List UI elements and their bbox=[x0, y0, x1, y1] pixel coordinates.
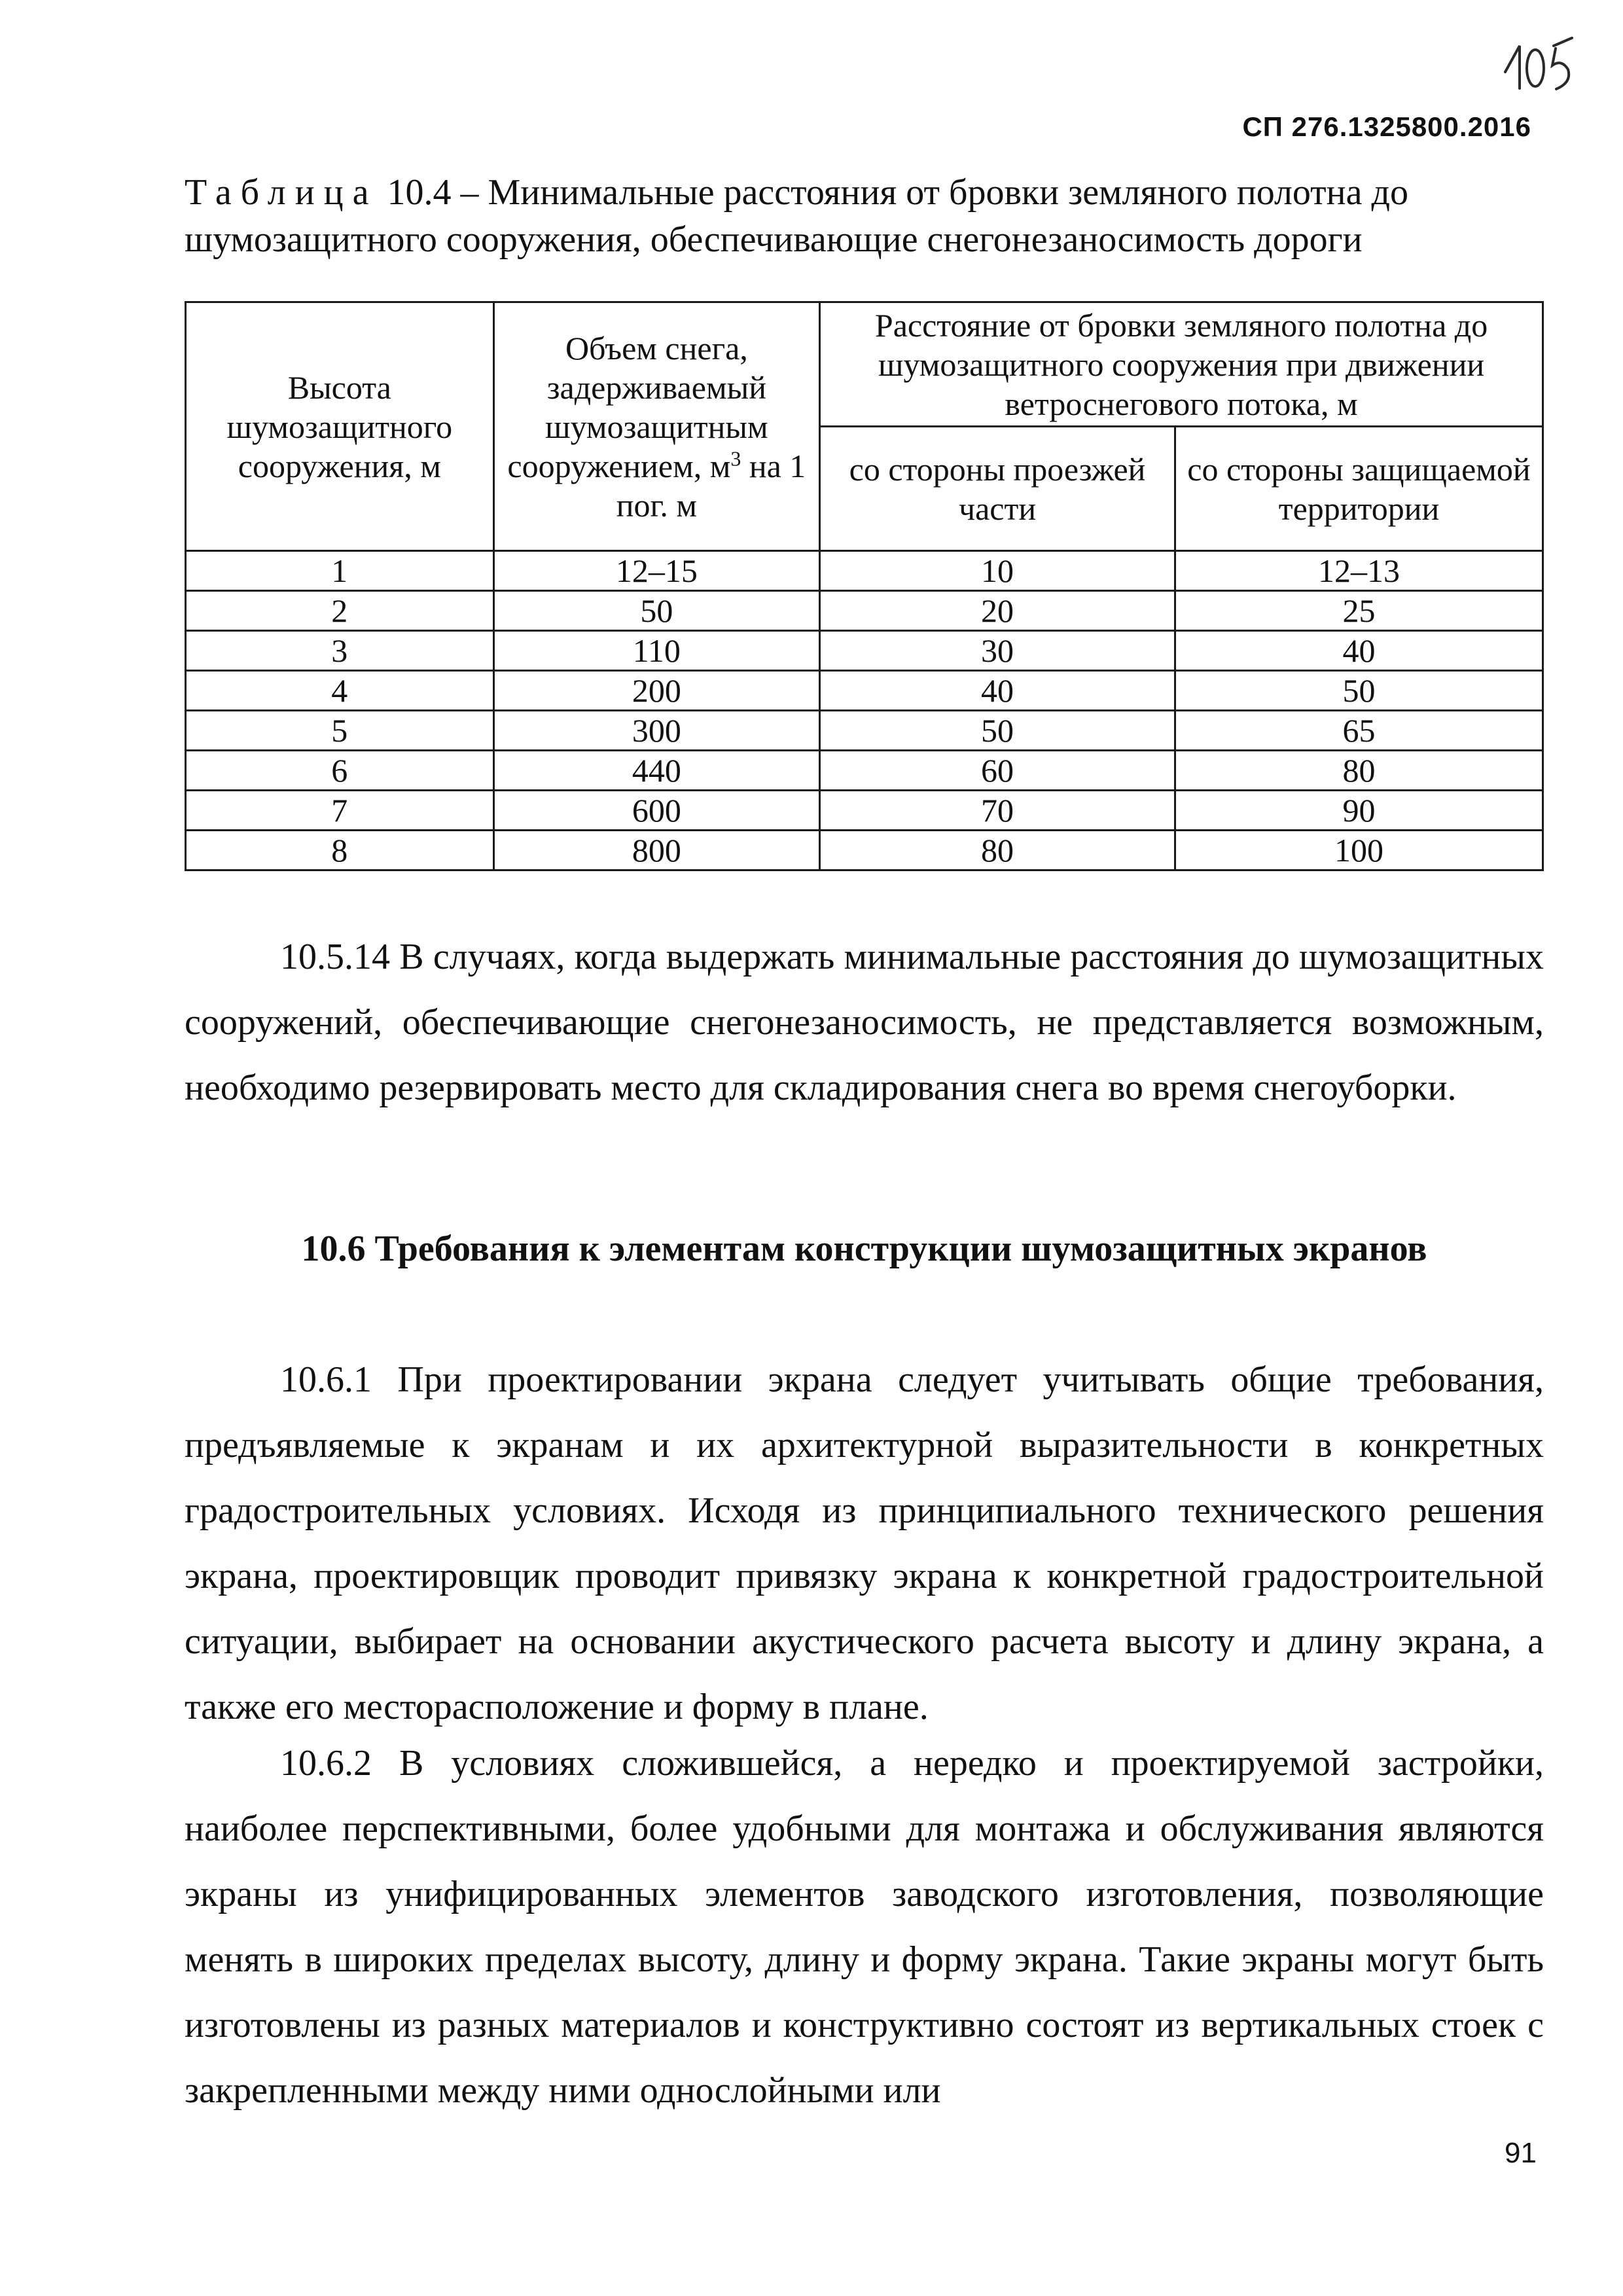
cell-volume: 200 bbox=[493, 671, 820, 711]
header-height: Высота шумозащитного сооружения, м bbox=[186, 302, 494, 551]
distance-table bbox=[185, 301, 1544, 871]
header-from-carriageway: со стороны проезжей части bbox=[820, 427, 1175, 551]
cell-volume: 600 bbox=[493, 791, 820, 831]
cell-protected: 50 bbox=[1175, 671, 1543, 711]
cell-height: 3 bbox=[186, 631, 494, 671]
cell-height: 8 bbox=[186, 831, 494, 870]
table-row bbox=[186, 671, 1543, 711]
table-row bbox=[186, 551, 1543, 591]
cell-volume: 440 bbox=[493, 751, 820, 791]
document-code: СП 276.1325800.2016 bbox=[1242, 111, 1531, 142]
table-row bbox=[186, 631, 1543, 671]
cell-protected: 65 bbox=[1175, 711, 1543, 751]
cell-volume: 110 bbox=[493, 631, 820, 671]
table-row bbox=[186, 591, 1543, 631]
paragraph-10-6-1: 10.6.1 При проектировании экрана следует учитывать общие требования, предъявляемые к экранам и их архитектурной выразительности в конкретных градостроительных условиях. Исходя из принципиального технического решения экрана, проектировщик проводит привязку экрана к конкретной градостроительной ситуации, выбирает на основании акустического расчета высоту и длину экрана, а также его месторасположение и форму в плане. bbox=[185, 1359, 1544, 1727]
cell-protected: 80 bbox=[1175, 751, 1543, 791]
paragraph-10-6-2: 10.6.2 В условиях сложившейся, а нередко и проектируемой застройки, наиболее перспективными, более удобными для монтажа и обслуживания являются экраны из унифицированных элементов заводского изготовления, позволяющие менять в широких пределах высоту, длину и форму экрана. Такие экраны могут быть изготовлены из разных материалов и конструктивно состоят из вертикальных стоек с закрепленными между ними однослойными или bbox=[185, 1743, 1544, 2111]
cell-carriageway: 80 bbox=[820, 831, 1175, 870]
cell-carriageway: 20 bbox=[820, 591, 1175, 631]
cell-protected: 40 bbox=[1175, 631, 1543, 671]
handwritten-page-number bbox=[1493, 26, 1578, 98]
cell-height: 6 bbox=[186, 751, 494, 791]
cell-height: 5 bbox=[186, 711, 494, 751]
header-volume: Объем снега, задерживаемый шумозащитным сооружением, $м^3$ на 1 пог. м bbox=[493, 302, 820, 551]
cell-volume: 12–15 bbox=[493, 551, 820, 591]
cell-carriageway: 60 bbox=[820, 751, 1175, 791]
table-caption-label: Таблица bbox=[185, 172, 378, 213]
cell-carriageway: 40 bbox=[820, 671, 1175, 711]
cell-height: 2 bbox=[186, 591, 494, 631]
cell-height: 7 bbox=[186, 791, 494, 831]
table-row bbox=[186, 711, 1543, 751]
cell-carriageway: 70 bbox=[820, 791, 1175, 831]
table-caption-text: 10.4 – Минимальные расстояния от бровки земляного полотна до шумозащитного сооружения, обеспечивающие снегонезаносимость дороги bbox=[185, 172, 1408, 260]
header-from-protected: со стороны защищаемой территории bbox=[1175, 427, 1543, 551]
table-caption bbox=[185, 169, 1546, 263]
page-number: 91 bbox=[1505, 2137, 1537, 2169]
cell-protected: 100 bbox=[1175, 831, 1543, 870]
cell-volume: 300 bbox=[493, 711, 820, 751]
cell-carriageway: 30 bbox=[820, 631, 1175, 671]
cell-volume: 800 bbox=[493, 831, 820, 870]
cell-protected: 25 bbox=[1175, 591, 1543, 631]
section-heading-10-6: 10.6 Требования к элементам конструкции шумозащитных экранов bbox=[301, 1229, 1427, 1269]
header-distance-group: Расстояние от бровки земляного полотна до шумозащитного сооружения при движении ветроснегового потока, м bbox=[820, 302, 1543, 427]
table-row bbox=[186, 831, 1543, 870]
cell-height: 4 bbox=[186, 671, 494, 711]
table-row bbox=[186, 791, 1543, 831]
table-row bbox=[186, 751, 1543, 791]
cell-carriageway: 50 bbox=[820, 711, 1175, 751]
paragraph-10-5-14: 10.5.14 В случаях, когда выдержать минимальные расстояния до шумозащитных сооружений, обеспечивающие снегонезаносимость, не представляется возможным, необходимо резервировать место для складирования снега во время снегоуборки. bbox=[185, 937, 1544, 1108]
cell-volume: 50 bbox=[493, 591, 820, 631]
cell-carriageway: 10 bbox=[820, 551, 1175, 591]
cell-height: 1 bbox=[186, 551, 494, 591]
cell-protected: 90 bbox=[1175, 791, 1543, 831]
cell-protected: 12–13 bbox=[1175, 551, 1543, 591]
